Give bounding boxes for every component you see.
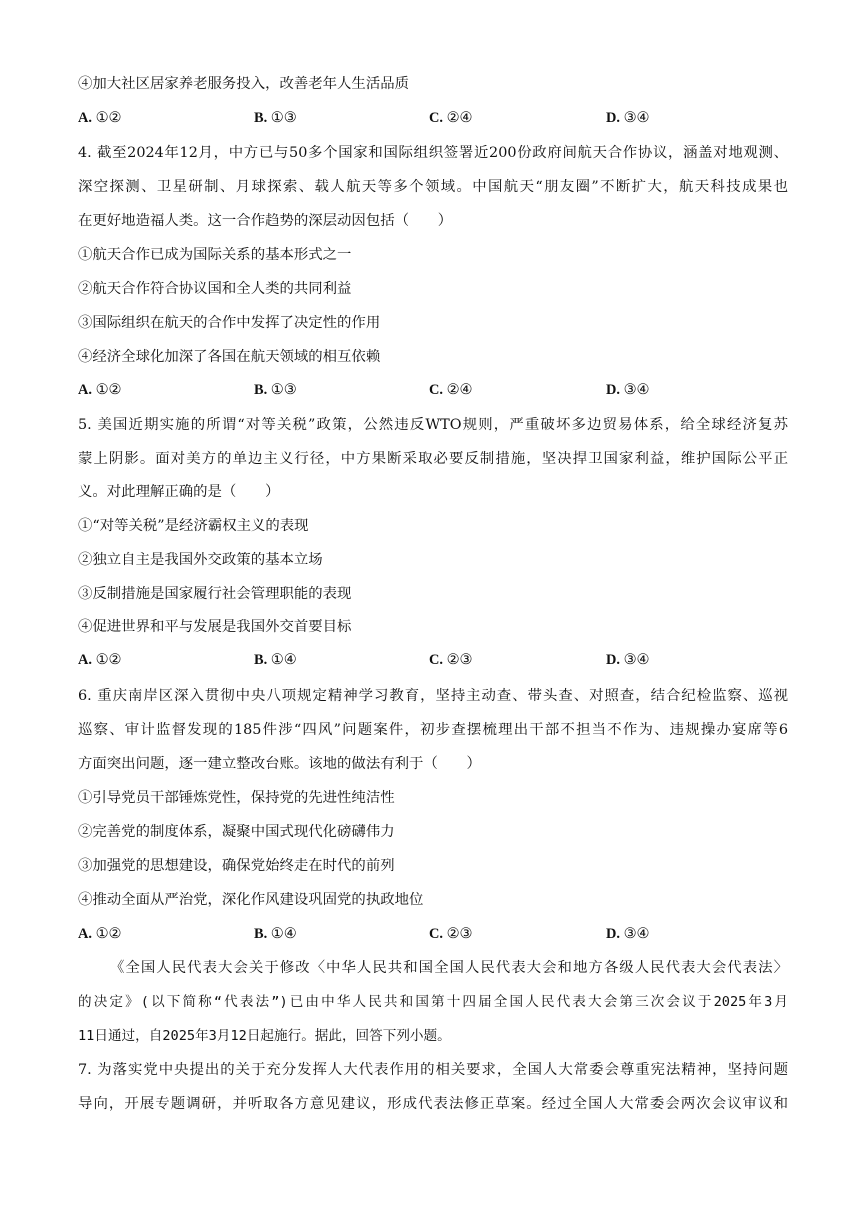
- option-a[interactable]: A. ①②: [78, 382, 122, 398]
- q5-stem-line-3: 义。对此理解正确的是（ ）: [78, 484, 280, 500]
- material-intro-line-1: 《全国人民代表大会关于修改〈中华人民共和国全国人民代表大会和地方各级人民代表大会代表法〉: [110, 960, 788, 976]
- q7-stem-line-2: 导向，开展专题调研，并听取各方意见建议，形成代表法修正草案。经过全国人大常委会两次会议审议和: [78, 1096, 788, 1112]
- q5-stem-line-1: 5. 美国近期实施的所谓“对等关税”政策，公然违反WTO规则，严重破坏多边贸易体系，给全球经济复苏: [78, 417, 788, 433]
- q6-item-4: ④推动全面从严治党，深化作风建设巩固党的执政地位: [78, 892, 424, 908]
- q6-stem-line-3: 方面突出问题，逐一建立整改台账。该地的做法有利于（ ）: [78, 756, 481, 772]
- q4-stem-line-2: 深空探测、卫星研制、月球探索、载人航天等多个领域。中国航天“朋友圈”不断扩大，航天科技成果也: [78, 179, 788, 195]
- q4-item-4: ④经济全球化加深了各国在航天领域的相互依赖: [78, 349, 381, 365]
- q4-stem-line-3: 在更好地造福人类。这一合作趋势的深层动因包括（ ）: [78, 213, 453, 229]
- q4-item-3: ③国际组织在航天的合作中发挥了决定性的作用: [78, 315, 381, 331]
- q4-stem-line-1: 4. 截至2024年12月，中方已与50多个国家和国际组织签署近200份政府间航天合作协议，涵盖对地观测、: [78, 145, 788, 161]
- option-c[interactable]: C. ②④: [429, 382, 473, 398]
- q4-item-1: ①航天合作已成为国际关系的基本形式之一: [78, 247, 352, 263]
- option-b[interactable]: B. ①③: [254, 382, 297, 398]
- q4-item-2: ②航天合作符合协议国和全人类的共同利益: [78, 281, 352, 297]
- q4-options: [78, 380, 778, 400]
- option-c[interactable]: C. ②③: [429, 652, 473, 668]
- q6-item-3: ③加强党的思想建设，确保党始终走在时代的前列: [78, 858, 395, 874]
- q3-item-4: ④加大社区居家养老服务投入，改善老年人生活品质: [78, 76, 409, 92]
- q6-stem-line-1: 6. 重庆南岸区深入贯彻中央八项规定精神学习教育，坚持主动查、带头查、对照查，结合纪检监察、巡视: [78, 688, 788, 704]
- q5-item-4: ④促进世界和平与发展是我国外交首要目标: [78, 619, 352, 635]
- option-b[interactable]: B. ①③: [254, 110, 297, 126]
- option-b[interactable]: B. ①④: [254, 926, 297, 942]
- q5-item-1: ①“对等关税”是经济霸权主义的表现: [78, 518, 309, 534]
- q6-item-1: ①引导党员干部锤炼党性，保持党的先进性纯洁性: [78, 790, 395, 806]
- option-a[interactable]: A. ①②: [78, 652, 122, 668]
- option-a[interactable]: A. ①②: [78, 110, 122, 126]
- option-a[interactable]: A. ①②: [78, 926, 122, 942]
- q6-item-2: ②完善党的制度体系，凝聚中国式现代化磅礴伟力: [78, 824, 395, 840]
- option-d[interactable]: D. ③④: [606, 382, 650, 398]
- q5-item-3: ③反制措施是国家履行社会管理职能的表现: [78, 586, 352, 602]
- q5-stem-line-2: 蒙上阴影。面对美方的单边主义行径，中方果断采取必要反制措施，坚决捍卫国家利益，维护国际公平正: [78, 451, 788, 467]
- q6-stem-line-2: 巡察、审计监督发现的185件涉“四风”问题案件，初步查摆梳理出干部不担当不作为、违规操办宴席等6: [78, 722, 788, 738]
- option-d[interactable]: D. ③④: [606, 652, 650, 668]
- q6-options: [78, 924, 778, 944]
- q3-options: [78, 108, 778, 128]
- option-b[interactable]: B. ①④: [254, 652, 297, 668]
- material-intro-line-3: 11日通过，自2025年3月12日起施行。据此，回答下列小题。: [78, 1028, 451, 1044]
- q7-stem-line-1: 7. 为落实党中央提出的关于充分发挥人大代表作用的相关要求，全国人大常委会尊重宪法精神，坚持问题: [78, 1062, 788, 1078]
- q5-options: [78, 650, 778, 670]
- material-intro-line-2: 的决定》(以下简称“代表法”)已由中华人民共和国第十四届全国人民代表大会第三次会议于2025年3月: [78, 994, 788, 1010]
- option-d[interactable]: D. ③④: [606, 110, 650, 126]
- option-c[interactable]: C. ②③: [429, 926, 473, 942]
- option-c[interactable]: C. ②④: [429, 110, 473, 126]
- q5-item-2: ②独立自主是我国外交政策的基本立场: [78, 552, 323, 568]
- option-d[interactable]: D. ③④: [606, 926, 650, 942]
